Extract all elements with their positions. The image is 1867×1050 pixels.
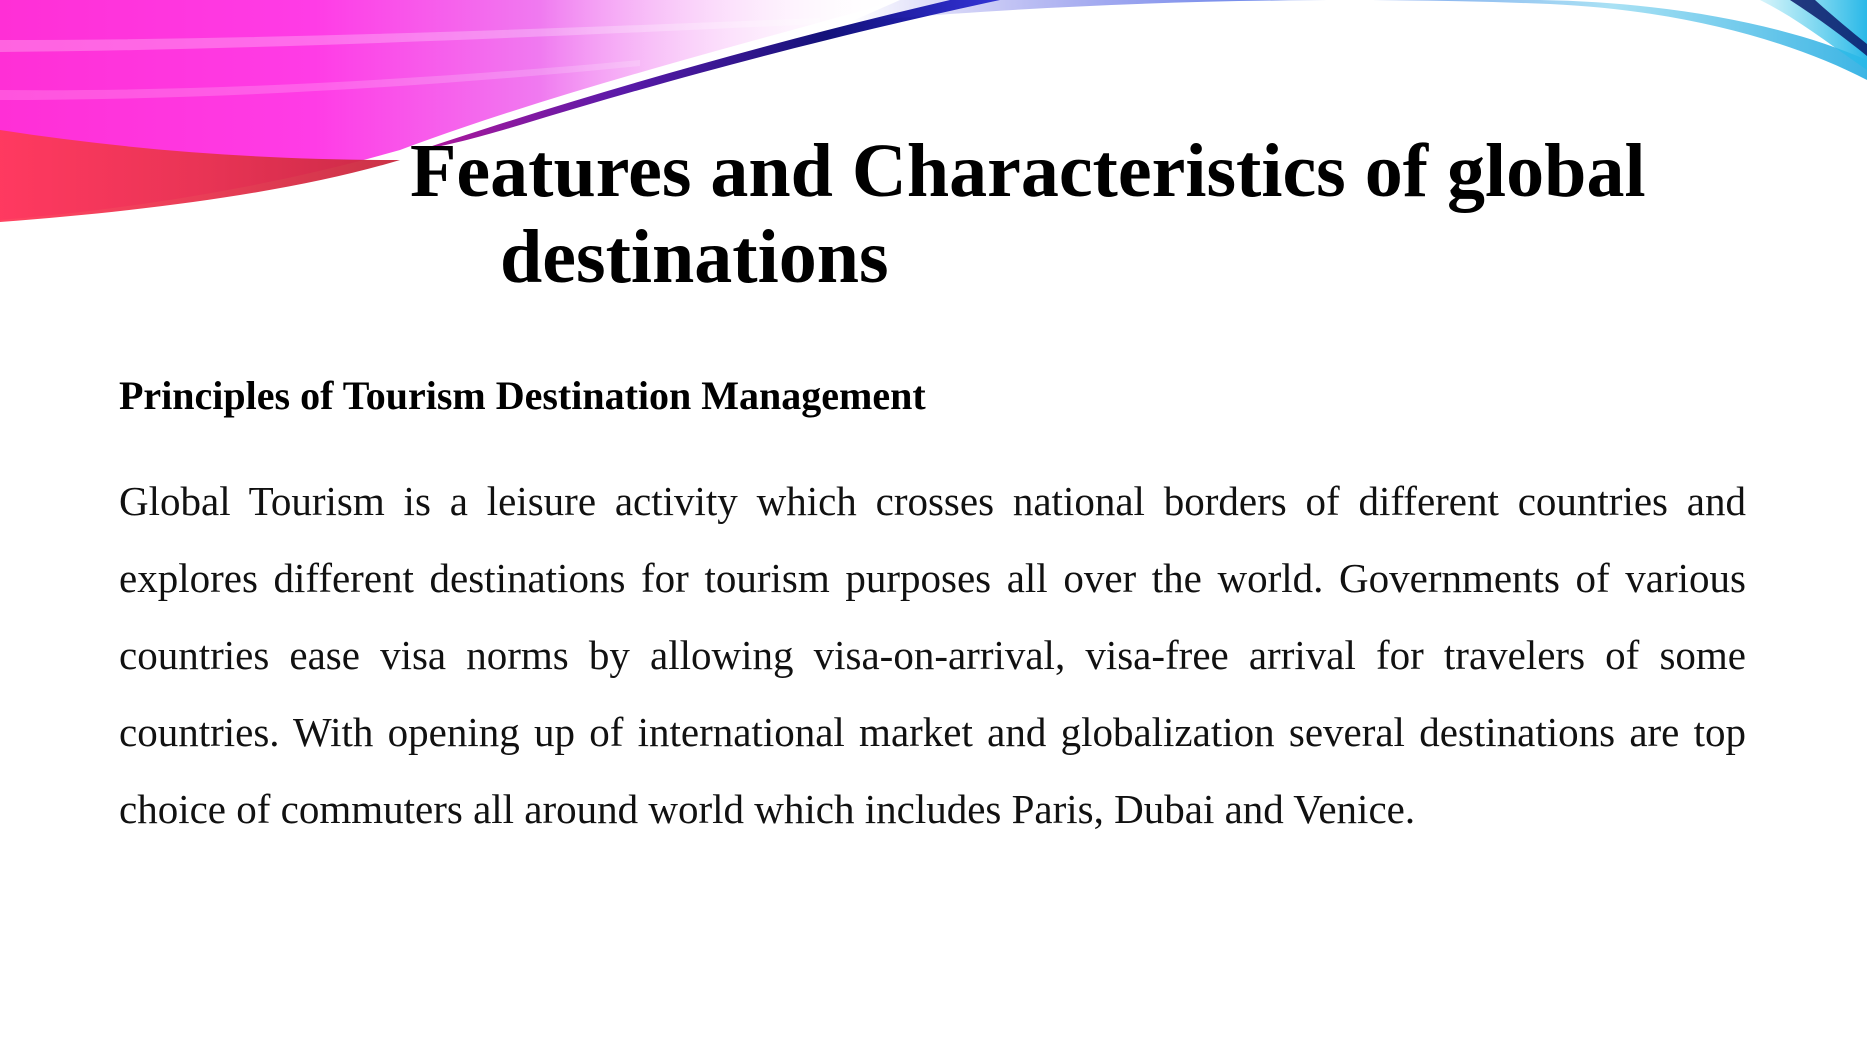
slide-title bbox=[410, 128, 1750, 300]
slide-title-line-1: Features and Characteristics of global bbox=[410, 129, 1646, 213]
slide-subtitle: Principles of Tourism Destination Management bbox=[119, 373, 926, 418]
slide-body-paragraph: Global Tourism is a leisure activity which crosses national borders of different countries and explores different destinations for tourism purposes all over the world. Governments of various countries ease visa norms by allowing visa-on-arrival, visa-free arrival for travelers of some countries. With opening up of international market and globalization several destinations are top choice of commuters all around world which includes Paris, Dubai and Venice. bbox=[119, 478, 1746, 832]
slide-title-line-2: destinations bbox=[500, 215, 889, 299]
